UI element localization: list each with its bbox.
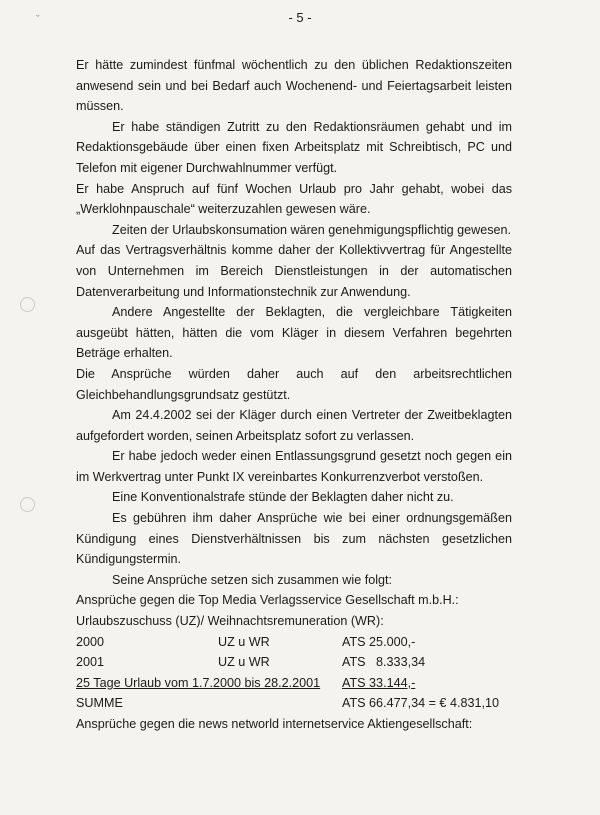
table-row	[76, 652, 512, 673]
sum-label: SUMME	[76, 696, 123, 711]
table-cell-amount: ATS 25.000,-	[342, 634, 416, 649]
paragraph: Er habe Anspruch auf fünf Wochen Urlaub pro Jahr gehabt, wobei das „Werklohnpauschale“ weiterzuzahlen gewesen wäre.	[76, 181, 512, 217]
paragraph: Die Ansprüche würden daher auch auf den arbeitsrechtlichen Gleichbehandlungsgrundsatz gestützt.	[76, 366, 512, 402]
document-body	[76, 55, 512, 735]
paragraph: Es gebühren ihm daher Ansprüche wie bei einer ordnungsgemäßen Kündigung eines Dienstverhältnissen bis zum nächsten gesetzlichen Kündigungstermin.	[76, 511, 512, 567]
paragraph: Auf das Vertragsverhältnis komme daher der Kollektivvertrag für Angestellte von Unternehmen im Bereich Dienstleistungen in der automatischen Datenverarbeitung und Informationstechnik zur Anwendung.	[76, 243, 512, 299]
paragraph: Seine Ansprüche setzen sich zusammen wie folgt:	[112, 572, 393, 587]
punch-hole-mark	[20, 497, 35, 512]
claims-heading: Ansprüche gegen die Top Media Verlagsservice Gesellschaft m.b.H.:	[76, 593, 459, 608]
claims-heading: Ansprüche gegen die news networld internetservice Aktiengesellschaft:	[76, 717, 473, 731]
paragraph: Eine Konventionalstrafe stünde der Beklagten daher nicht zu.	[112, 490, 454, 505]
table-row	[76, 693, 512, 714]
paragraph: Er habe jedoch weder einen Entlassungsgrund gesetzt noch gegen ein im Werkvertrag unter Punkt IX vereinbartes Konkurrenzverbot verstoßen.	[76, 449, 512, 484]
sum-amount: ATS 66.477,34 = € 4.831,10	[342, 696, 499, 711]
paragraph: Am 24.4.2002 sei der Kläger durch einen Vertreter der Zweitbeklagten aufgefordert worden, seinen Arbeitsplatz sofort zu verlassen.	[76, 408, 512, 443]
scan-artifact-mark: ˇ	[36, 14, 40, 26]
table-cell-type: UZ u WR	[218, 655, 270, 670]
page-number: - 5 -	[288, 10, 312, 25]
table-cell-type: UZ u WR	[218, 634, 270, 649]
leave-label: 25 Tage Urlaub vom 1.7.2000 bis 28.2.2001	[76, 675, 321, 690]
paragraph: Er habe ständigen Zutritt zu den Redaktionsräumen gehabt und im Redaktionsgebäude über einen fixen Arbeitsplatz mit Schreibtisch, PC und Telefon mit eigener Durchwahlnummer verfügt.	[76, 119, 512, 175]
table-cell-year: 2001	[76, 655, 105, 670]
paragraph: Er hätte zumindest fünfmal wöchentlich zu den üblichen Redaktionszeiten anwesend sein und bei Bedarf auch Wochenend- und Feiertagsarbeit leisten müssen.	[76, 58, 512, 114]
table-row	[76, 632, 512, 653]
claims-table	[76, 632, 512, 714]
paragraph: Andere Angestellte der Beklagten, die vergleichbare Tätigkeiten ausgeübt hätten, hätten die vom Kläger in diesem Verfahren begehrten Beträge erhalten.	[76, 305, 512, 361]
table-row	[76, 673, 512, 694]
table-cell-amount: ATS 8.333,34	[342, 655, 426, 670]
punch-hole-mark	[20, 297, 35, 312]
table-cell-year: 2000	[76, 634, 105, 649]
claims-subtitle: Urlaubszuschuss (UZ)/ Weihnachtsremuneration (WR):	[76, 614, 384, 629]
leave-amount: ATS 33.144,-	[342, 675, 416, 690]
paragraph: Zeiten der Urlaubskonsumation wären genehmigungspflichtig gewesen.	[112, 222, 512, 237]
